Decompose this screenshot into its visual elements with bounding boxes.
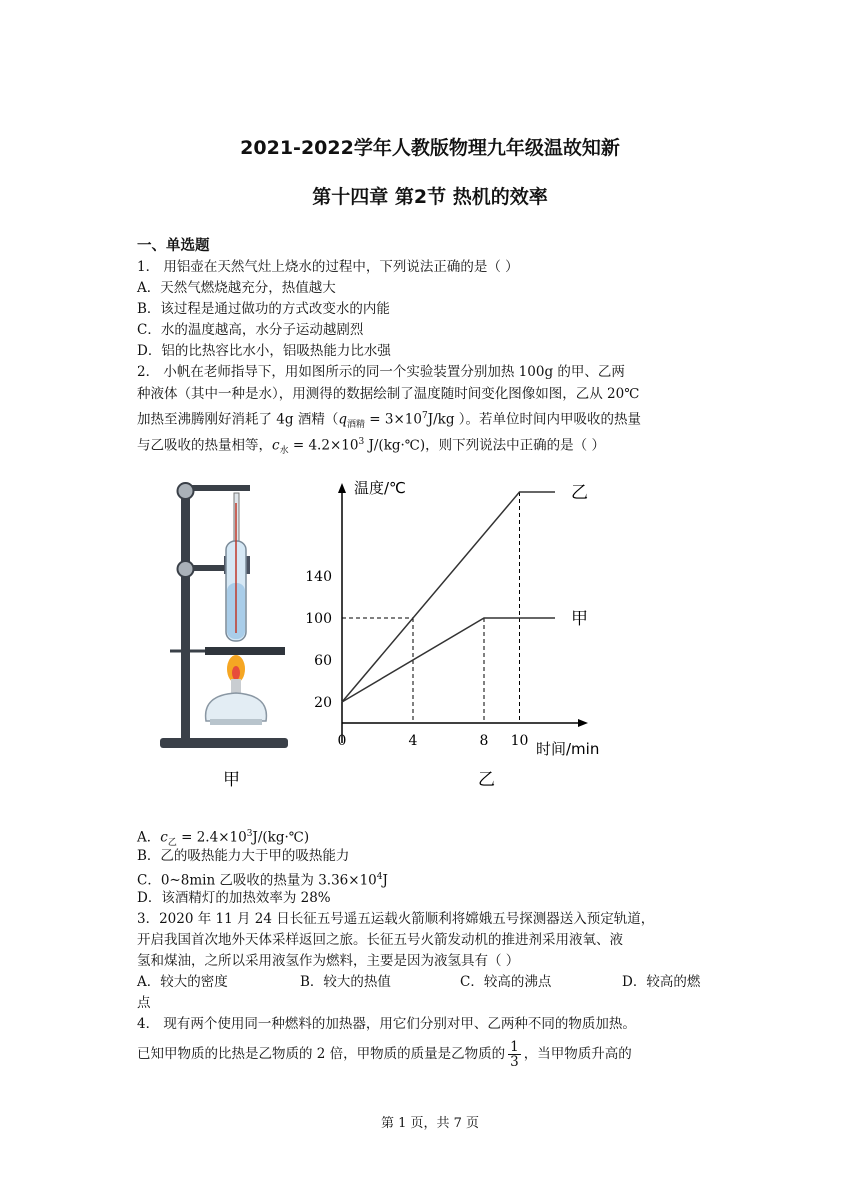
x-axis-label: 时间/min <box>536 740 600 758</box>
q3-option-d-wrap: 点 <box>137 995 151 1011</box>
section-heading: 一、单选题 <box>137 238 210 254</box>
temperature-time-graph <box>305 479 599 790</box>
q2-option-b: B．乙的吸热能力大于甲的吸热能力 <box>137 848 350 864</box>
x-tick-label: 0 <box>337 733 347 749</box>
q3-line3: 氢和煤油，之所以采用液氢作为燃料，主要是因为液氢具有（ ） <box>137 953 520 969</box>
graph-label: 乙 <box>478 770 495 790</box>
apparatus-drawing <box>160 483 288 790</box>
alcohol-lamp <box>206 693 267 721</box>
x-tick-label: 8 <box>479 733 489 749</box>
apparatus-label: 甲 <box>223 770 240 790</box>
y-tick-label: 60 <box>314 653 332 669</box>
tick-labels <box>305 569 528 749</box>
x-tick-label: 4 <box>408 733 418 749</box>
q1-option-a: A．天然气燃烧越充分，热值越大 <box>137 280 336 296</box>
y-tick-label: 100 <box>305 611 332 627</box>
q4-line1: 4． 现有两个使用同一种燃料的加热器，用它们分别对甲、乙两种不同的物质加热。 <box>137 1016 636 1032</box>
q3-line1: 3．2020 年 11 月 24 日长征五号遥五运载火箭顺利将嫦娥五号探测器送入预定轨道， <box>137 911 655 927</box>
y-axis-label: 温度/℃ <box>354 479 406 497</box>
data-series <box>342 483 588 702</box>
q3-option-b: B．较大的热值 <box>300 974 391 990</box>
series-yi-line <box>342 492 555 702</box>
q2-option-d: D．该酒精灯的加热效率为 28% <box>137 890 331 906</box>
document-subtitle: 第十四章 第2节 热机的效率 <box>312 186 548 208</box>
lamp-wick-holder <box>231 679 241 693</box>
wire-gauze <box>205 647 285 655</box>
q2-line4: 与乙吸收的热量相等，$c_水 = 4.2\times 10^3$ J/(kg·℃)，则下列说法中正确的是（ ） <box>137 437 605 457</box>
clamp-knob-top <box>178 483 194 499</box>
q1-option-c: C．水的温度越高，水分子运动越剧烈 <box>137 322 364 338</box>
q1-stem: 1． 用铝壶在天然气灶上烧水的过程中，下列说法正确的是（ ） <box>137 259 519 275</box>
clamp-knob-mid <box>178 561 194 577</box>
y-tick-label: 140 <box>305 569 332 585</box>
lamp-base <box>210 719 262 725</box>
q2-option-a: A．$c_乙$ = $2.4\times 10^3J/(kg\cdot℃)$ <box>137 829 310 849</box>
x-axis-arrow <box>578 719 588 727</box>
q3-option-a: A．较大的密度 <box>137 974 228 990</box>
q3-option-d: D．较高的燃 <box>622 974 701 990</box>
q2-option-c: C．0~8min 乙吸收的热量为 $3.36\times 10^4J$ <box>137 872 388 889</box>
experiment-figure <box>140 463 620 808</box>
q1-option-d: D．铝的比热容比水小，铝吸热能力比水强 <box>137 343 391 359</box>
y-axis-arrow <box>338 483 346 493</box>
q3-option-c: C．较高的沸点 <box>460 974 552 990</box>
q3-line2: 开启我国首次地外天体采样返回之旅。长征五号火箭发动机的推进剂采用液氧、液 <box>137 932 623 948</box>
stand-base <box>160 738 288 748</box>
y-tick-label: 20 <box>314 695 332 711</box>
page-footer: 第 1 页，共 7 页 <box>380 1116 480 1131</box>
q2-line3: 加热至沸腾刚好消耗了 4g 酒精（$q_{酒精} = 3\times 10^7J/kg$ ）。若单位时间内甲吸收的热量 <box>137 411 642 431</box>
series-jia-line <box>342 618 555 702</box>
x-tick-label: 10 <box>510 733 529 749</box>
fraction: $\frac{1}{3}$ <box>510 1039 519 1070</box>
series-yi-label: 乙 <box>571 483 588 503</box>
stand-rod <box>181 483 190 741</box>
q1-option-b: B．该过程是通过做功的方式改变水的内能 <box>137 301 390 317</box>
guide-lines <box>342 492 520 723</box>
series-jia-label: 甲 <box>571 609 588 629</box>
q4-line2: 已知甲物质的比热是乙物质的 2 倍，甲物质的质量是乙物质的 $\frac{1}{3}$ ，当甲物质升高的 <box>137 1039 632 1070</box>
flame-core <box>232 666 240 680</box>
q2-line1: 2． 小帆在老师指导下，用如图所示的同一个实验装置分别加热 100g 的甲、乙两 <box>137 364 625 380</box>
q2-line2: 种液体（其中一种是水），用测得的数据绘制了温度随时间变化图像如图，乙从 20℃ <box>137 386 640 402</box>
document-title: 2021-2022学年人教版物理九年级温故知新 <box>240 137 620 159</box>
